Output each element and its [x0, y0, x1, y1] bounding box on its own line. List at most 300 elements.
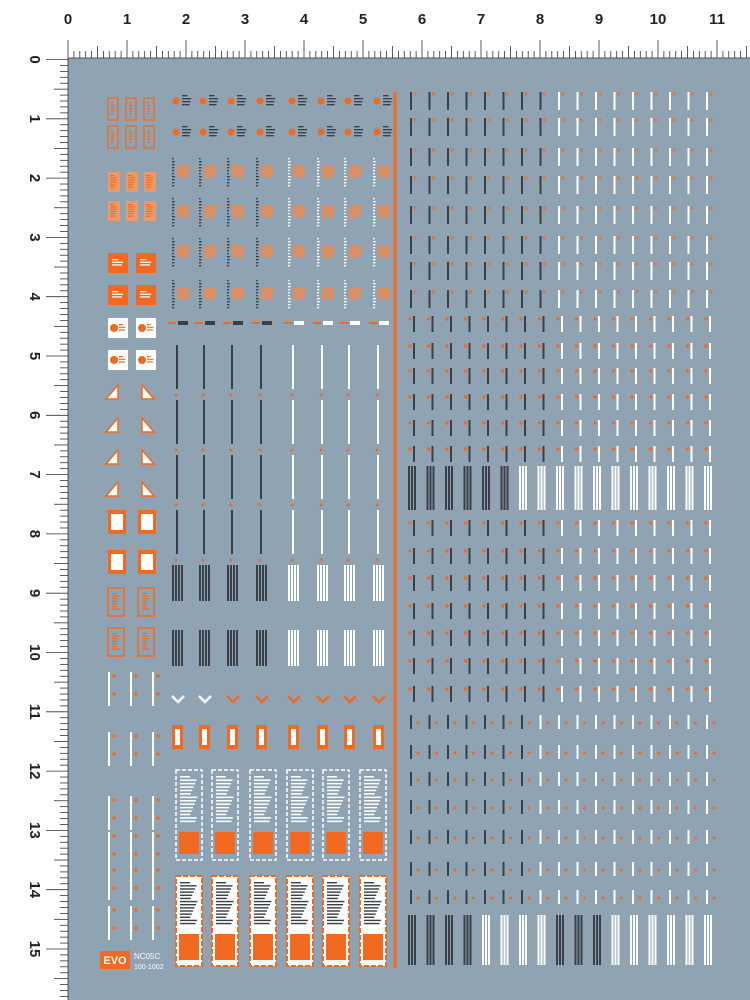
large-orange-frame-text-line: [291, 913, 303, 914]
orange-dot: [704, 421, 707, 424]
small-text-decal: [654, 316, 656, 332]
dense-text-block: [525, 915, 527, 965]
orange-dot: [649, 317, 652, 320]
small-text-decal: [524, 520, 526, 536]
vertical-text-decal-line: [172, 173, 174, 174]
round-decal-text-line: [266, 104, 274, 105]
orange-dot: [501, 687, 504, 690]
small-text-decal: [447, 772, 449, 786]
small-text-decal: [447, 118, 449, 136]
orange-dot: [575, 604, 578, 607]
small-text-decal: [614, 862, 616, 876]
vertical-marking-decal: [176, 400, 178, 444]
small-text-decal: [635, 520, 637, 536]
large-orange-frame-text-line: [216, 917, 226, 918]
dense-text-block: [208, 630, 210, 666]
orange-dot: [657, 807, 660, 810]
small-text-decal: [709, 394, 711, 410]
small-text-decal: [688, 890, 690, 904]
round-decal-text-line: [182, 98, 191, 99]
orange-dot: [519, 521, 522, 524]
small-text-decal: [635, 575, 637, 591]
strip-dot: [134, 908, 138, 912]
dense-text-block: [710, 915, 712, 965]
dense-text-block: [445, 466, 447, 510]
small-text-decal: [540, 236, 542, 254]
orange-pattern-patch: [204, 206, 216, 218]
vertical-text-decal-line: [317, 280, 319, 281]
small-text-decal: [540, 148, 542, 166]
orange-frame-text-line: [142, 596, 149, 597]
orange-dot: [657, 869, 660, 872]
small-text-decal: [413, 603, 415, 619]
small-text-decal: [706, 236, 708, 254]
dense-text-block: [227, 565, 229, 601]
small-text-decal: [706, 148, 708, 166]
orange-dot: [565, 779, 568, 782]
vertical-text-decal-line: [344, 225, 346, 226]
vertical-text-decal-line: [256, 164, 259, 165]
vertical-text-decal-line: [373, 256, 376, 257]
orange-label-text-line: [111, 105, 115, 106]
large-orange-frame-text-line: [364, 920, 381, 921]
orange-pattern-text-line: [146, 213, 151, 214]
orange-pattern-text-line: [128, 180, 135, 181]
orange-dot: [482, 576, 485, 579]
strip-dot: [156, 834, 160, 838]
small-text-decal: [484, 236, 486, 254]
orange-dash-decal: [284, 322, 292, 324]
vertical-marking-decal: [176, 510, 178, 554]
marking-dot: [320, 449, 323, 452]
top-ruler-label: 11: [709, 11, 725, 28]
vertical-text-decal-line: [256, 283, 259, 284]
vertical-text-decal-line: [199, 289, 201, 290]
small-text-decal: [672, 603, 674, 619]
small-text-decal: [632, 92, 634, 110]
orange-dot: [639, 869, 642, 872]
orange-dot: [417, 752, 420, 755]
dense-text-block: [507, 915, 509, 965]
orange-vertical-inner: [202, 729, 207, 745]
small-text-decal: [706, 118, 708, 136]
orange-dot: [593, 317, 596, 320]
large-white-frame-text-line: [291, 783, 306, 785]
vertical-text-decal-line: [199, 204, 202, 205]
small-text-decal: [672, 343, 674, 359]
small-text-decal: [484, 262, 486, 280]
vertical-text-decal-line: [199, 176, 202, 177]
orange-pattern-patch: [177, 206, 189, 218]
orange-dot: [538, 317, 541, 320]
small-text-decal: [706, 890, 708, 904]
vertical-text-decal-line: [317, 253, 319, 254]
vertical-text-decal-line: [172, 247, 174, 248]
small-text-decal: [580, 548, 582, 564]
orange-pattern-text-line: [146, 216, 151, 217]
orange-dot: [620, 722, 623, 725]
orange-dot: [408, 576, 411, 579]
orange-dash-decal: [195, 322, 203, 324]
small-text-decal: [484, 176, 486, 194]
large-orange-frame-text-line: [291, 898, 302, 899]
small-text-decal: [577, 715, 579, 729]
strip-dot: [112, 868, 116, 872]
small-text-decal: [654, 343, 656, 359]
vertical-text-decal-line: [199, 198, 201, 199]
white-label-text-line: [119, 327, 125, 328]
vertical-text-decal-line: [317, 176, 320, 177]
small-text-decal: [432, 686, 434, 702]
dense-text-block: [562, 466, 564, 510]
dense-text-block: [294, 565, 296, 601]
small-text-decal: [450, 658, 452, 674]
orange-dot: [639, 897, 642, 900]
dense-text-block: [323, 565, 325, 601]
dense-text-block: [175, 565, 177, 601]
left-ruler-label: 1: [26, 114, 43, 123]
vertical-text-decal-line: [227, 161, 230, 162]
small-text-decal: [577, 206, 579, 224]
orange-dot: [546, 897, 549, 900]
orange-dot: [519, 687, 522, 690]
vertical-text-decal-line: [199, 295, 201, 296]
small-text-decal: [410, 236, 412, 254]
orange-dot: [583, 779, 586, 782]
small-text-decal: [429, 830, 431, 844]
small-text-decal: [487, 316, 489, 332]
orange-round-decal: [228, 98, 235, 105]
small-text-decal: [651, 745, 653, 759]
strip-dot: [112, 886, 116, 890]
orange-dot: [620, 837, 623, 840]
large-white-frame-text-line: [216, 817, 233, 819]
round-decal-text-line: [298, 132, 306, 133]
small-text-decal: [521, 92, 523, 110]
vertical-marking-decal: [203, 400, 205, 444]
dense-text-block: [379, 565, 381, 601]
large-white-frame-text-line: [364, 817, 381, 819]
orange-dot: [501, 395, 504, 398]
large-white-frame-text-line: [180, 814, 190, 816]
orange-dot: [509, 752, 512, 755]
dense-text-block: [522, 915, 524, 965]
dense-text-block: [320, 565, 322, 601]
small-text-decal: [598, 575, 600, 591]
dense-text-block: [259, 630, 261, 666]
small-text-decal: [447, 745, 449, 759]
vertical-text-decal-line: [199, 244, 202, 245]
small-text-decal: [503, 148, 505, 166]
vertical-text-decal-line: [172, 244, 175, 245]
orange-dot: [612, 576, 615, 579]
small-text-decal: [617, 343, 619, 359]
vertical-text-decal-line: [199, 280, 201, 281]
orange-dot: [408, 421, 411, 424]
left-ruler-label: 0: [26, 55, 43, 64]
vertical-text-decal-line: [227, 210, 229, 211]
orange-dot: [501, 521, 504, 524]
vertical-text-decal-line: [373, 244, 376, 245]
dense-text-block: [347, 630, 349, 666]
orange-frame-text-line: [112, 596, 119, 597]
orange-filled-text-line: [112, 264, 122, 265]
dense-text-block: [652, 466, 654, 510]
strip-dot: [156, 886, 160, 890]
small-text-decal: [632, 206, 634, 224]
small-text-decal: [487, 420, 489, 436]
small-text-decal: [709, 658, 711, 674]
vertical-text-decal-line: [256, 289, 258, 290]
vertical-text-decal-line: [227, 301, 230, 302]
vertical-marking-decal: [377, 455, 379, 499]
orange-dot: [427, 344, 430, 347]
vertical-text-decal-line: [288, 164, 291, 165]
large-orange-frame-text-line: [327, 888, 342, 889]
dense-text-block: [202, 565, 204, 601]
vertical-text-decal-line: [317, 244, 320, 245]
small-text-decal: [691, 420, 693, 436]
large-orange-frame-text-line: [327, 917, 337, 918]
vertical-text-decal-line: [317, 262, 319, 263]
large-white-frame-text-line: [291, 776, 301, 778]
dense-text-block: [464, 466, 466, 510]
vertical-text-decal-line: [256, 182, 258, 183]
small-text-decal: [706, 715, 708, 729]
small-text-decal: [688, 745, 690, 759]
dense-text-block: [615, 915, 617, 965]
small-text-decal: [558, 715, 560, 729]
vertical-text-decal-line: [317, 259, 320, 260]
small-text-decal: [487, 520, 489, 536]
small-text-decal: [617, 368, 619, 384]
dash-text-decal: [233, 321, 243, 325]
dense-text-block: [256, 565, 258, 601]
orange-pattern-patch: [177, 288, 189, 300]
vertical-text-decal-line: [344, 179, 347, 180]
dash-text-decal: [379, 321, 389, 325]
dense-text-block: [353, 630, 355, 666]
vertical-text-decal-line: [373, 265, 375, 266]
large-white-frame-text-line: [291, 814, 301, 816]
orange-filled-text-line: [112, 294, 123, 295]
small-text-decal: [598, 603, 600, 619]
vertical-text-decal-line: [317, 265, 319, 266]
large-orange-frame-text-line: [254, 917, 264, 918]
orange-vertical-inner: [347, 729, 352, 745]
dense-text-block: [686, 466, 688, 510]
strip-dot: [112, 798, 116, 802]
vertical-text-decal-line: [227, 201, 230, 202]
orange-dot: [427, 687, 430, 690]
vertical-text-decal-line: [288, 161, 291, 162]
small-text-decal: [558, 890, 560, 904]
dense-text-block: [430, 466, 432, 510]
orange-dot: [464, 395, 467, 398]
small-text-decal: [540, 262, 542, 280]
orange-round-decal: [345, 129, 352, 136]
vertical-text-decal-line: [373, 241, 376, 242]
small-text-decal: [521, 745, 523, 759]
small-text-decal: [543, 520, 545, 536]
small-text-decal: [503, 176, 505, 194]
orange-label-text-line: [129, 108, 132, 109]
dense-text-block: [344, 630, 346, 666]
dense-text-block: [202, 630, 204, 666]
small-text-decal: [595, 830, 597, 844]
orange-pattern-text-line: [146, 182, 152, 183]
large-white-frame-text-line: [291, 807, 304, 809]
orange-dot: [565, 722, 568, 725]
small-text-decal: [577, 148, 579, 166]
dense-text-block: [376, 565, 378, 601]
small-text-decal: [580, 520, 582, 536]
large-orange-frame-text-line: [291, 904, 307, 905]
orange-dot: [686, 369, 689, 372]
dense-text-block: [291, 565, 293, 601]
round-decal-text-line: [327, 129, 336, 130]
small-text-decal: [487, 630, 489, 646]
orange-dot: [528, 837, 531, 840]
orange-dot: [556, 521, 559, 524]
large-orange-frame-text-line: [364, 882, 374, 883]
small-text-decal: [688, 118, 690, 136]
orange-frame-text-line: [112, 601, 118, 602]
orange-dot: [538, 659, 541, 662]
large-white-frame-text-line: [291, 810, 303, 812]
large-orange-frame-text-line: [291, 917, 301, 918]
small-text-decal: [561, 394, 563, 410]
dense-text-block: [353, 565, 355, 601]
vertical-text-decal-line: [227, 256, 230, 257]
vertical-text-decal-line: [373, 304, 375, 305]
dense-text-block: [205, 630, 207, 666]
dense-text-block: [233, 565, 235, 601]
orange-pattern-patch: [204, 288, 216, 300]
orange-dot: [445, 421, 448, 424]
small-text-decal: [577, 862, 579, 876]
vertical-text-decal-line: [288, 301, 291, 302]
vertical-text-decal-line: [373, 198, 375, 199]
orange-frame-text-line: [112, 646, 117, 647]
dense-text-block: [538, 915, 540, 965]
small-text-decal: [410, 715, 412, 729]
small-text-decal: [614, 745, 616, 759]
orange-dot: [435, 869, 438, 872]
orange-dot: [612, 549, 615, 552]
small-text-decal: [540, 290, 542, 308]
vertical-text-decal-line: [199, 222, 201, 223]
orange-frame-text-line: [112, 638, 119, 639]
orange-inner-panel: [363, 832, 383, 854]
dense-text-block: [596, 466, 598, 510]
small-text-decal: [466, 830, 468, 844]
vertical-marking-decal: [260, 510, 262, 554]
orange-pattern-patch: [232, 206, 244, 218]
small-text-decal: [432, 658, 434, 674]
dense-text-block: [599, 915, 601, 965]
large-orange-frame-text-line: [216, 898, 227, 899]
small-text-decal: [632, 262, 634, 280]
large-white-frame-text-line: [216, 807, 229, 809]
orange-dot: [538, 369, 541, 372]
vertical-marking-decal: [348, 400, 350, 444]
round-decal-text-line: [327, 95, 333, 96]
vertical-text-decal-line: [199, 253, 201, 254]
dense-text-block: [414, 915, 416, 965]
small-text-decal: [429, 206, 431, 224]
vertical-text-decal-line: [317, 250, 319, 251]
orange-label-text-line: [111, 141, 114, 142]
dense-text-block: [556, 915, 558, 965]
small-text-decal: [688, 772, 690, 786]
small-text-decal: [688, 800, 690, 814]
orange-pattern-text-line: [110, 211, 116, 212]
small-text-decal: [691, 316, 693, 332]
small-text-decal: [577, 830, 579, 844]
vertical-text-decal-line: [288, 182, 290, 183]
small-text-decal: [466, 715, 468, 729]
vertical-text-decal-line: [344, 253, 346, 254]
orange-dot: [538, 421, 541, 424]
small-text-decal: [413, 658, 415, 674]
small-text-decal: [709, 603, 711, 619]
vertical-text-decal-line: [227, 289, 229, 290]
dense-text-block: [578, 466, 580, 510]
vertical-text-decal-line: [256, 244, 259, 245]
round-decal-text-line: [298, 126, 304, 127]
vertical-text-decal-line: [227, 247, 229, 248]
orange-dot: [667, 317, 670, 320]
small-text-decal: [614, 772, 616, 786]
orange-dot: [556, 317, 559, 320]
orange-dot: [630, 421, 633, 424]
dense-text-block: [670, 466, 672, 510]
left-ruler-label: 3: [26, 233, 43, 242]
vertical-text-decal-line: [256, 250, 258, 251]
small-text-decal: [432, 343, 434, 359]
orange-dot: [704, 631, 707, 634]
large-white-frame-text-line: [180, 786, 194, 788]
vertical-text-decal-line: [256, 298, 259, 299]
vertical-text-decal-line: [317, 295, 319, 296]
round-decal-text-line: [266, 101, 274, 102]
orange-dot: [667, 344, 670, 347]
vertical-text-decal-line: [373, 176, 376, 177]
orange-dot: [528, 807, 531, 810]
large-white-frame-text-line: [180, 793, 191, 795]
vertical-text-decal-line: [172, 185, 174, 186]
vertical-text-decal-line: [344, 167, 346, 168]
small-text-decal: [487, 343, 489, 359]
vertical-text-decal-line: [288, 283, 291, 284]
orange-dot: [501, 317, 504, 320]
large-white-frame-text-line: [180, 803, 195, 805]
small-text-decal: [672, 686, 674, 702]
vertical-text-decal-line: [288, 210, 290, 211]
dense-text-block: [411, 466, 413, 510]
dense-text-block: [649, 466, 651, 510]
strip-dot: [156, 674, 160, 678]
vertical-text-decal-line: [344, 170, 346, 171]
vertical-text-decal-line: [373, 250, 375, 251]
small-text-decal: [447, 262, 449, 280]
orange-dot: [713, 897, 716, 900]
orange-dot: [630, 549, 633, 552]
marking-dot: [259, 394, 262, 397]
large-white-frame-text-line: [327, 790, 339, 792]
small-text-decal: [691, 446, 693, 462]
